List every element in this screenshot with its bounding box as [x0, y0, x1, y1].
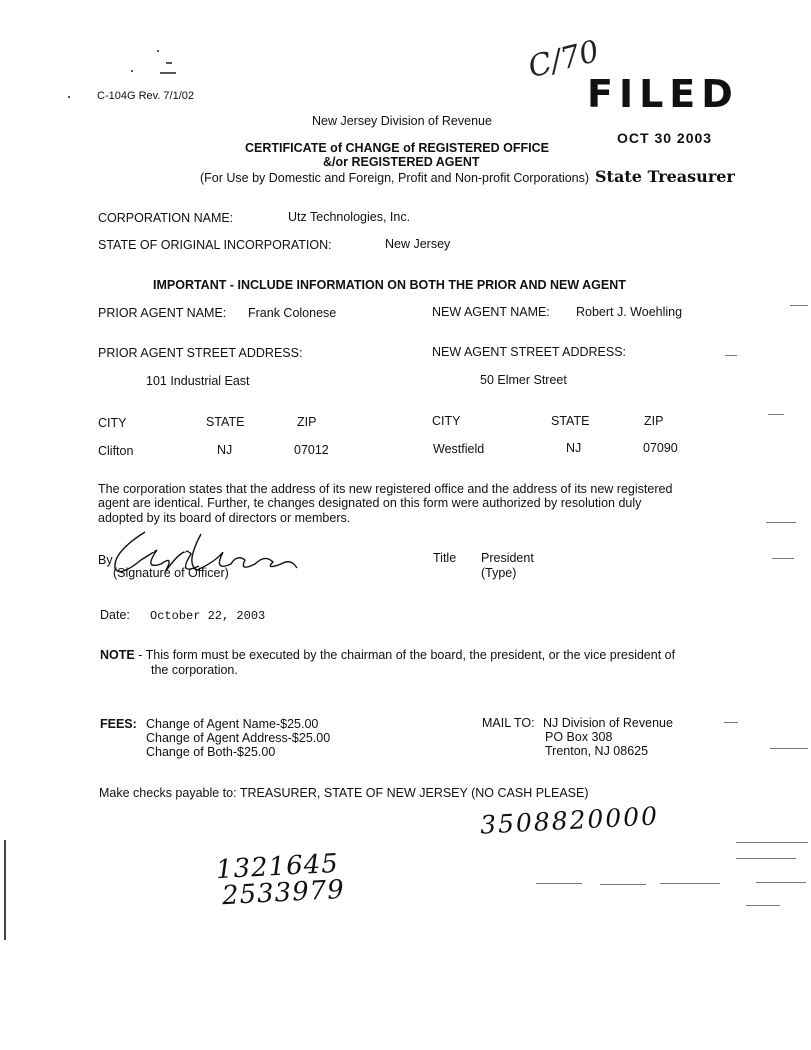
corporation-name-label: CORPORATION NAME: [98, 211, 234, 225]
scan-artifact [746, 905, 780, 906]
prior-city: Clifton [98, 444, 134, 458]
fee-item: Change of Both-$25.00 [146, 745, 276, 759]
form-subtitle: (For Use by Domestic and Foreign, Profit and Non-profit Corporations) [200, 171, 590, 185]
title-value: President [481, 551, 534, 565]
filed-date-stamp: OCT 30 2003 [617, 130, 713, 146]
scan-artifact [600, 884, 646, 885]
mail-to-line: NJ Division of Revenue [543, 716, 673, 730]
date-label: Date: [100, 608, 130, 622]
handwritten-number-1: 1321645 [215, 848, 340, 886]
note-text: - This form must be executed by the chairman of the board, the president, or the vice president of [134, 648, 676, 662]
important-heading: IMPORTANT - INCLUDE INFORMATION ON BOTH THE PRIOR AND NEW AGENT [153, 278, 626, 292]
prior-zip-label: ZIP [297, 415, 317, 429]
signature-caption: (Signature of Officer) [113, 566, 229, 580]
new-city: Westfield [433, 442, 485, 456]
type-caption: (Type) [481, 566, 517, 580]
prior-agent-name: Frank Colonese [248, 306, 337, 320]
statement-line3: adopted by its board of directors or members. [98, 511, 351, 525]
handwritten-file-number: 3508820000 [479, 801, 660, 840]
scan-edge-mark [4, 840, 6, 940]
mail-to-label: MAIL TO: [482, 716, 535, 730]
new-state-label: STATE [551, 414, 590, 428]
title-label: Title [433, 551, 457, 565]
scan-artifact [766, 522, 796, 523]
scan-artifact [660, 883, 720, 884]
form-title-line1: CERTIFICATE of CHANGE of REGISTERED OFFICE [245, 141, 549, 155]
form-code: C-104G Rev. 7/1/02 [97, 90, 195, 102]
scan-artifact [736, 842, 808, 843]
new-zip: 07090 [643, 441, 678, 455]
signature-text: Frank Colonese [150, 540, 262, 556]
new-city-label: CITY [432, 414, 461, 428]
new-zip-label: ZIP [644, 414, 664, 428]
form-title-line2: &/or REGISTERED AGENT [323, 155, 480, 169]
scan-artifact [131, 70, 133, 72]
state-incorporation-label: STATE OF ORIGINAL INCORPORATION: [98, 238, 332, 252]
scan-artifact [160, 72, 176, 74]
new-agent-name: Robert J. Woehling [576, 305, 683, 319]
scan-artifact [768, 414, 784, 415]
mail-to-line: Trenton, NJ 08625 [545, 744, 649, 758]
date-value: October 22, 2003 [150, 609, 266, 623]
scan-artifact [68, 96, 70, 98]
scan-artifact [790, 305, 808, 306]
scan-artifact [756, 882, 806, 883]
handwritten-code: C/70 [524, 33, 603, 86]
prior-city-label: CITY [98, 416, 127, 430]
new-agent-street: 50 Elmer Street [480, 373, 567, 387]
note-label: NOTE [100, 648, 135, 662]
scan-artifact [157, 50, 159, 52]
filed-stamp: FILED [587, 72, 739, 116]
corporation-name-value: Utz Technologies, Inc. [288, 210, 411, 224]
note-line1 [100, 648, 675, 662]
prior-zip: 07012 [294, 443, 329, 457]
new-agent-name-label: NEW AGENT NAME: [432, 305, 550, 319]
scan-artifact [770, 748, 808, 749]
handwritten-number-2: 2533979 [221, 874, 346, 912]
prior-agent-street: 101 Industrial East [146, 374, 250, 388]
state-incorporation-value: New Jersey [385, 237, 451, 251]
scan-artifact [772, 558, 794, 559]
fee-item: Change of Agent Address-$25.00 [146, 731, 331, 745]
note-line2: the corporation. [151, 663, 238, 677]
agency-name: New Jersey Division of Revenue [312, 114, 492, 128]
fee-item: Change of Agent Name-$25.00 [146, 717, 319, 731]
by-label: By [98, 553, 113, 567]
prior-state-label: STATE [206, 415, 245, 429]
scan-artifact [724, 722, 738, 723]
state-treasurer-stamp: State Treasurer [595, 167, 735, 186]
new-agent-address-label: NEW AGENT STREET ADDRESS: [432, 345, 627, 359]
statement-line2: agent are identical. Further, te changes designated on this form were authorized by resolution duly [98, 496, 642, 510]
prior-agent-address-label: PRIOR AGENT STREET ADDRESS: [98, 346, 303, 360]
prior-agent-name-label: PRIOR AGENT NAME: [98, 306, 227, 320]
scan-artifact [725, 355, 737, 356]
fees-label: FEES: [100, 717, 137, 731]
mail-to-line: PO Box 308 [545, 730, 613, 744]
checks-note: Make checks payable to: TREASURER, STATE OF NEW JERSEY (NO CASH PLEASE) [99, 786, 589, 800]
new-state: NJ [566, 441, 582, 455]
prior-state: NJ [217, 443, 233, 457]
scan-artifact [736, 858, 796, 859]
scan-artifact [166, 62, 172, 64]
statement-line1: The corporation states that the address of its new registered office and the address of its new registered [98, 482, 673, 496]
scan-artifact [536, 883, 582, 884]
